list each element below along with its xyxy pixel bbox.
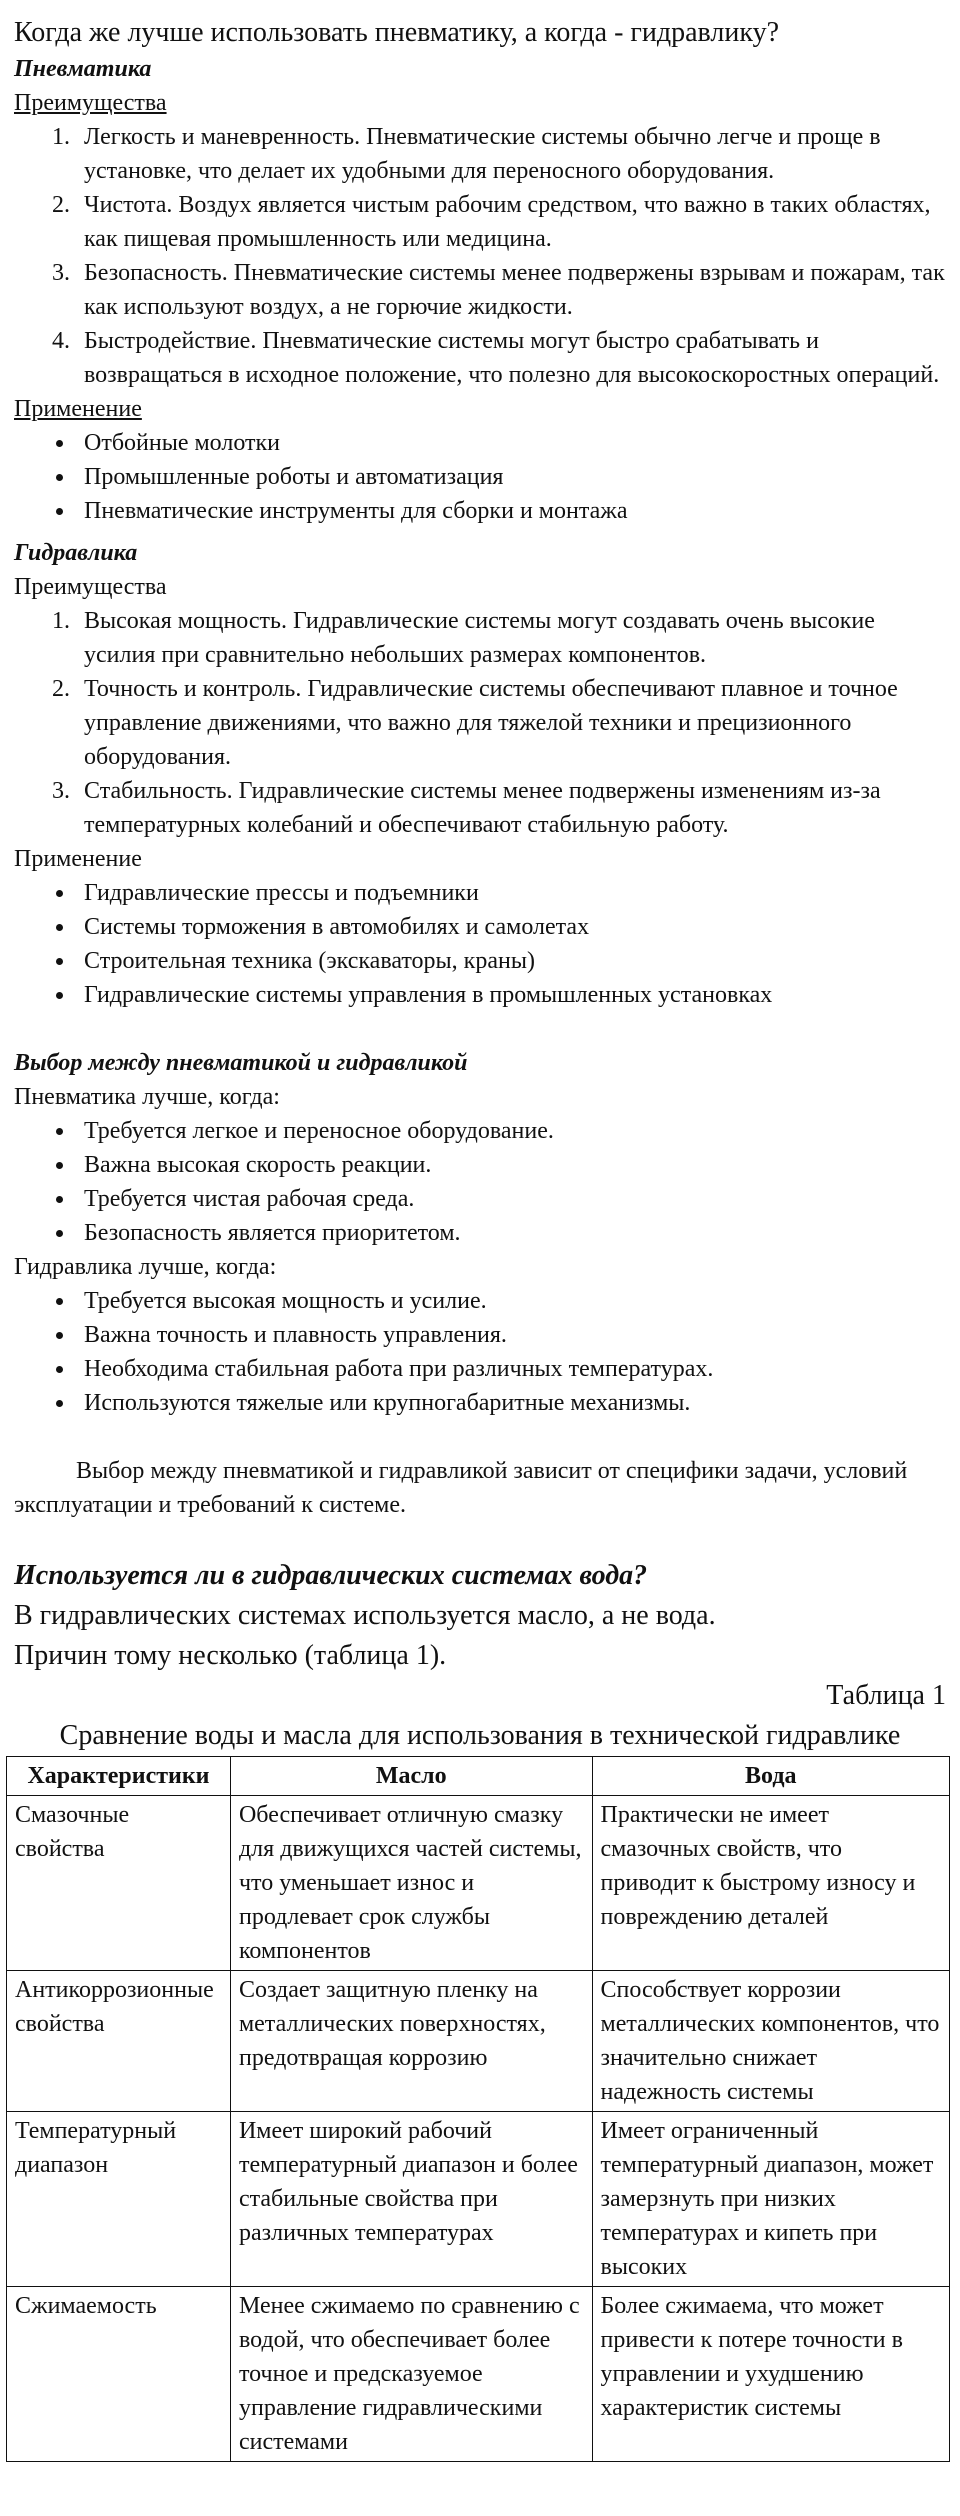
table-cell: Менее сжимаемо по сравнению с водой, что обеспечивает более точное и предсказуемое управление гидравлическими системами: [230, 2287, 592, 2462]
list-item: 1. Легкость и маневренность. Пневматические системы обычно легче и проще в установке, что делает их удобными для переносного оборудования.: [76, 120, 946, 188]
table-cell: Обеспечивает отличную смазку для движущихся частей системы, что уменьшает износ и продлевает срок службы компонентов: [230, 1796, 592, 1971]
table-row: [7, 1971, 950, 2112]
list-item: • Промышленные роботы и автоматизация: [76, 460, 946, 494]
table-cell: Имеет ограниченный температурный диапазон, может замерзнуть при низких температурах и кипеть при высоких: [592, 2112, 950, 2287]
table-cell: Практически не имеет смазочных свойств, что приводит к быстрому износу и повреждению деталей: [592, 1796, 950, 1971]
list-item: 4. Быстродействие. Пневматические системы могут быстро срабатывать и возвращаться в исходное положение, что полезно для высокоскоростных операций.: [76, 324, 946, 392]
list-item: • Гидравлические системы управления в промышленных установках: [76, 978, 946, 1012]
list-item: 3. Безопасность. Пневматические системы менее подвержены взрывам и пожарам, так как используют воздух, а не горючие жидкости.: [76, 256, 946, 324]
pneumatics-advantages-label: Преимущества: [14, 90, 167, 116]
hydraulics-applications-label: Применение: [14, 846, 142, 872]
list-item: • Важна точность и плавность управления.: [76, 1318, 946, 1352]
list-item: • Гидравлические прессы и подъемники: [76, 876, 946, 910]
document: [14, 14, 946, 2462]
comparison-table: [6, 1756, 950, 2462]
table-caption: Сравнение воды и масла для использования в технической гидравлике: [59, 1720, 901, 1751]
table-row: [7, 2287, 950, 2462]
hydraulics-heading: Гидравлика: [14, 540, 138, 566]
list-item: • Строительная техника (экскаваторы, краны): [76, 944, 946, 978]
choice-heading: Выбор между пневматикой и гидравликой: [14, 1050, 468, 1076]
list-item: • Важна высокая скорость реакции.: [76, 1148, 946, 1182]
pneumatics-applications-list: [14, 426, 946, 528]
table-cell: Сжимаемость: [7, 2287, 231, 2462]
list-item: 1. Высокая мощность. Гидравлические системы могут создавать очень высокие усилия при сравнительно небольших размерах компонентов.: [76, 604, 946, 672]
table-cell: Имеет широкий рабочий температурный диапазон и более стабильные свойства при различных температурах: [230, 2112, 592, 2287]
table-header-row: [7, 1757, 950, 1796]
table-cell: Более сжимаема, что может привести к потере точности в управлении и ухудшению характеристик системы: [592, 2287, 950, 2462]
pneumatics-better-list: [14, 1114, 946, 1250]
table-row: [7, 2112, 950, 2287]
water-reasons-line: Причин тому несколько (таблица 1).: [14, 1640, 447, 1671]
conclusion-paragraph: Выбор между пневматикой и гидравликой зависит от специфики задачи, условий эксплуатации и требований к системе.: [14, 1458, 908, 1518]
list-item: • Требуется легкое и переносное оборудование.: [76, 1114, 946, 1148]
document-title: Когда же лучше использовать пневматику, а когда - гидравлику?: [14, 17, 779, 48]
column-header: Масло: [230, 1757, 592, 1796]
list-item: • Необходима стабильная работа при различных температурах.: [76, 1352, 946, 1386]
table-number: Таблица 1: [826, 1680, 946, 1711]
list-item: • Безопасность является приоритетом.: [76, 1216, 946, 1250]
list-item: 2. Точность и контроль. Гидравлические системы обеспечивают плавное и точное управление движениями, что важно для тяжелой техники и прецизионного оборудования.: [76, 672, 946, 774]
column-header: Вода: [592, 1757, 950, 1796]
hydraulics-applications-list: [14, 876, 946, 1012]
table-row: [7, 1796, 950, 1971]
water-answer-line: В гидравлических системах используется масло, а не вода.: [14, 1600, 716, 1631]
table-cell: Температурный диапазон: [7, 2112, 231, 2287]
pneumatics-better-label: Пневматика лучше, когда:: [14, 1084, 280, 1110]
water-question-heading: Используется ли в гидравлических системах вода?: [14, 1560, 648, 1591]
table-cell: Создает защитную пленку на металлических поверхностях, предотвращая коррозию: [230, 1971, 592, 2112]
list-item: • Отбойные молотки: [76, 426, 946, 460]
list-item: • Требуется высокая мощность и усилие.: [76, 1284, 946, 1318]
hydraulics-better-list: [14, 1284, 946, 1420]
hydraulics-advantages-label: Преимущества: [14, 574, 167, 600]
list-item: • Пневматические инструменты для сборки и монтажа: [76, 494, 946, 528]
table-cell: Способствует коррозии металлических компонентов, что значительно снижает надежность системы: [592, 1971, 950, 2112]
table-cell: Антикоррозионные свойства: [7, 1971, 231, 2112]
hydraulics-advantages-list: [14, 604, 946, 842]
column-header: Характеристики: [7, 1757, 231, 1796]
list-item: • Используются тяжелые или крупногабаритные механизмы.: [76, 1386, 946, 1420]
hydraulics-better-label: Гидравлика лучше, когда:: [14, 1254, 277, 1280]
pneumatics-heading: Пневматика: [14, 56, 152, 82]
list-item: • Системы торможения в автомобилях и самолетах: [76, 910, 946, 944]
pneumatics-advantages-list: [14, 120, 946, 392]
list-item: • Требуется чистая рабочая среда.: [76, 1182, 946, 1216]
pneumatics-applications-label: Применение: [14, 396, 142, 422]
list-item: 2. Чистота. Воздух является чистым рабочим средством, что важно в таких областях, как пищевая промышленность или медицина.: [76, 188, 946, 256]
table-cell: Смазочные свойства: [7, 1796, 231, 1971]
list-item: 3. Стабильность. Гидравлические системы менее подвержены изменениям из-за температурных колебаний и обеспечивают стабильную работу.: [76, 774, 946, 842]
